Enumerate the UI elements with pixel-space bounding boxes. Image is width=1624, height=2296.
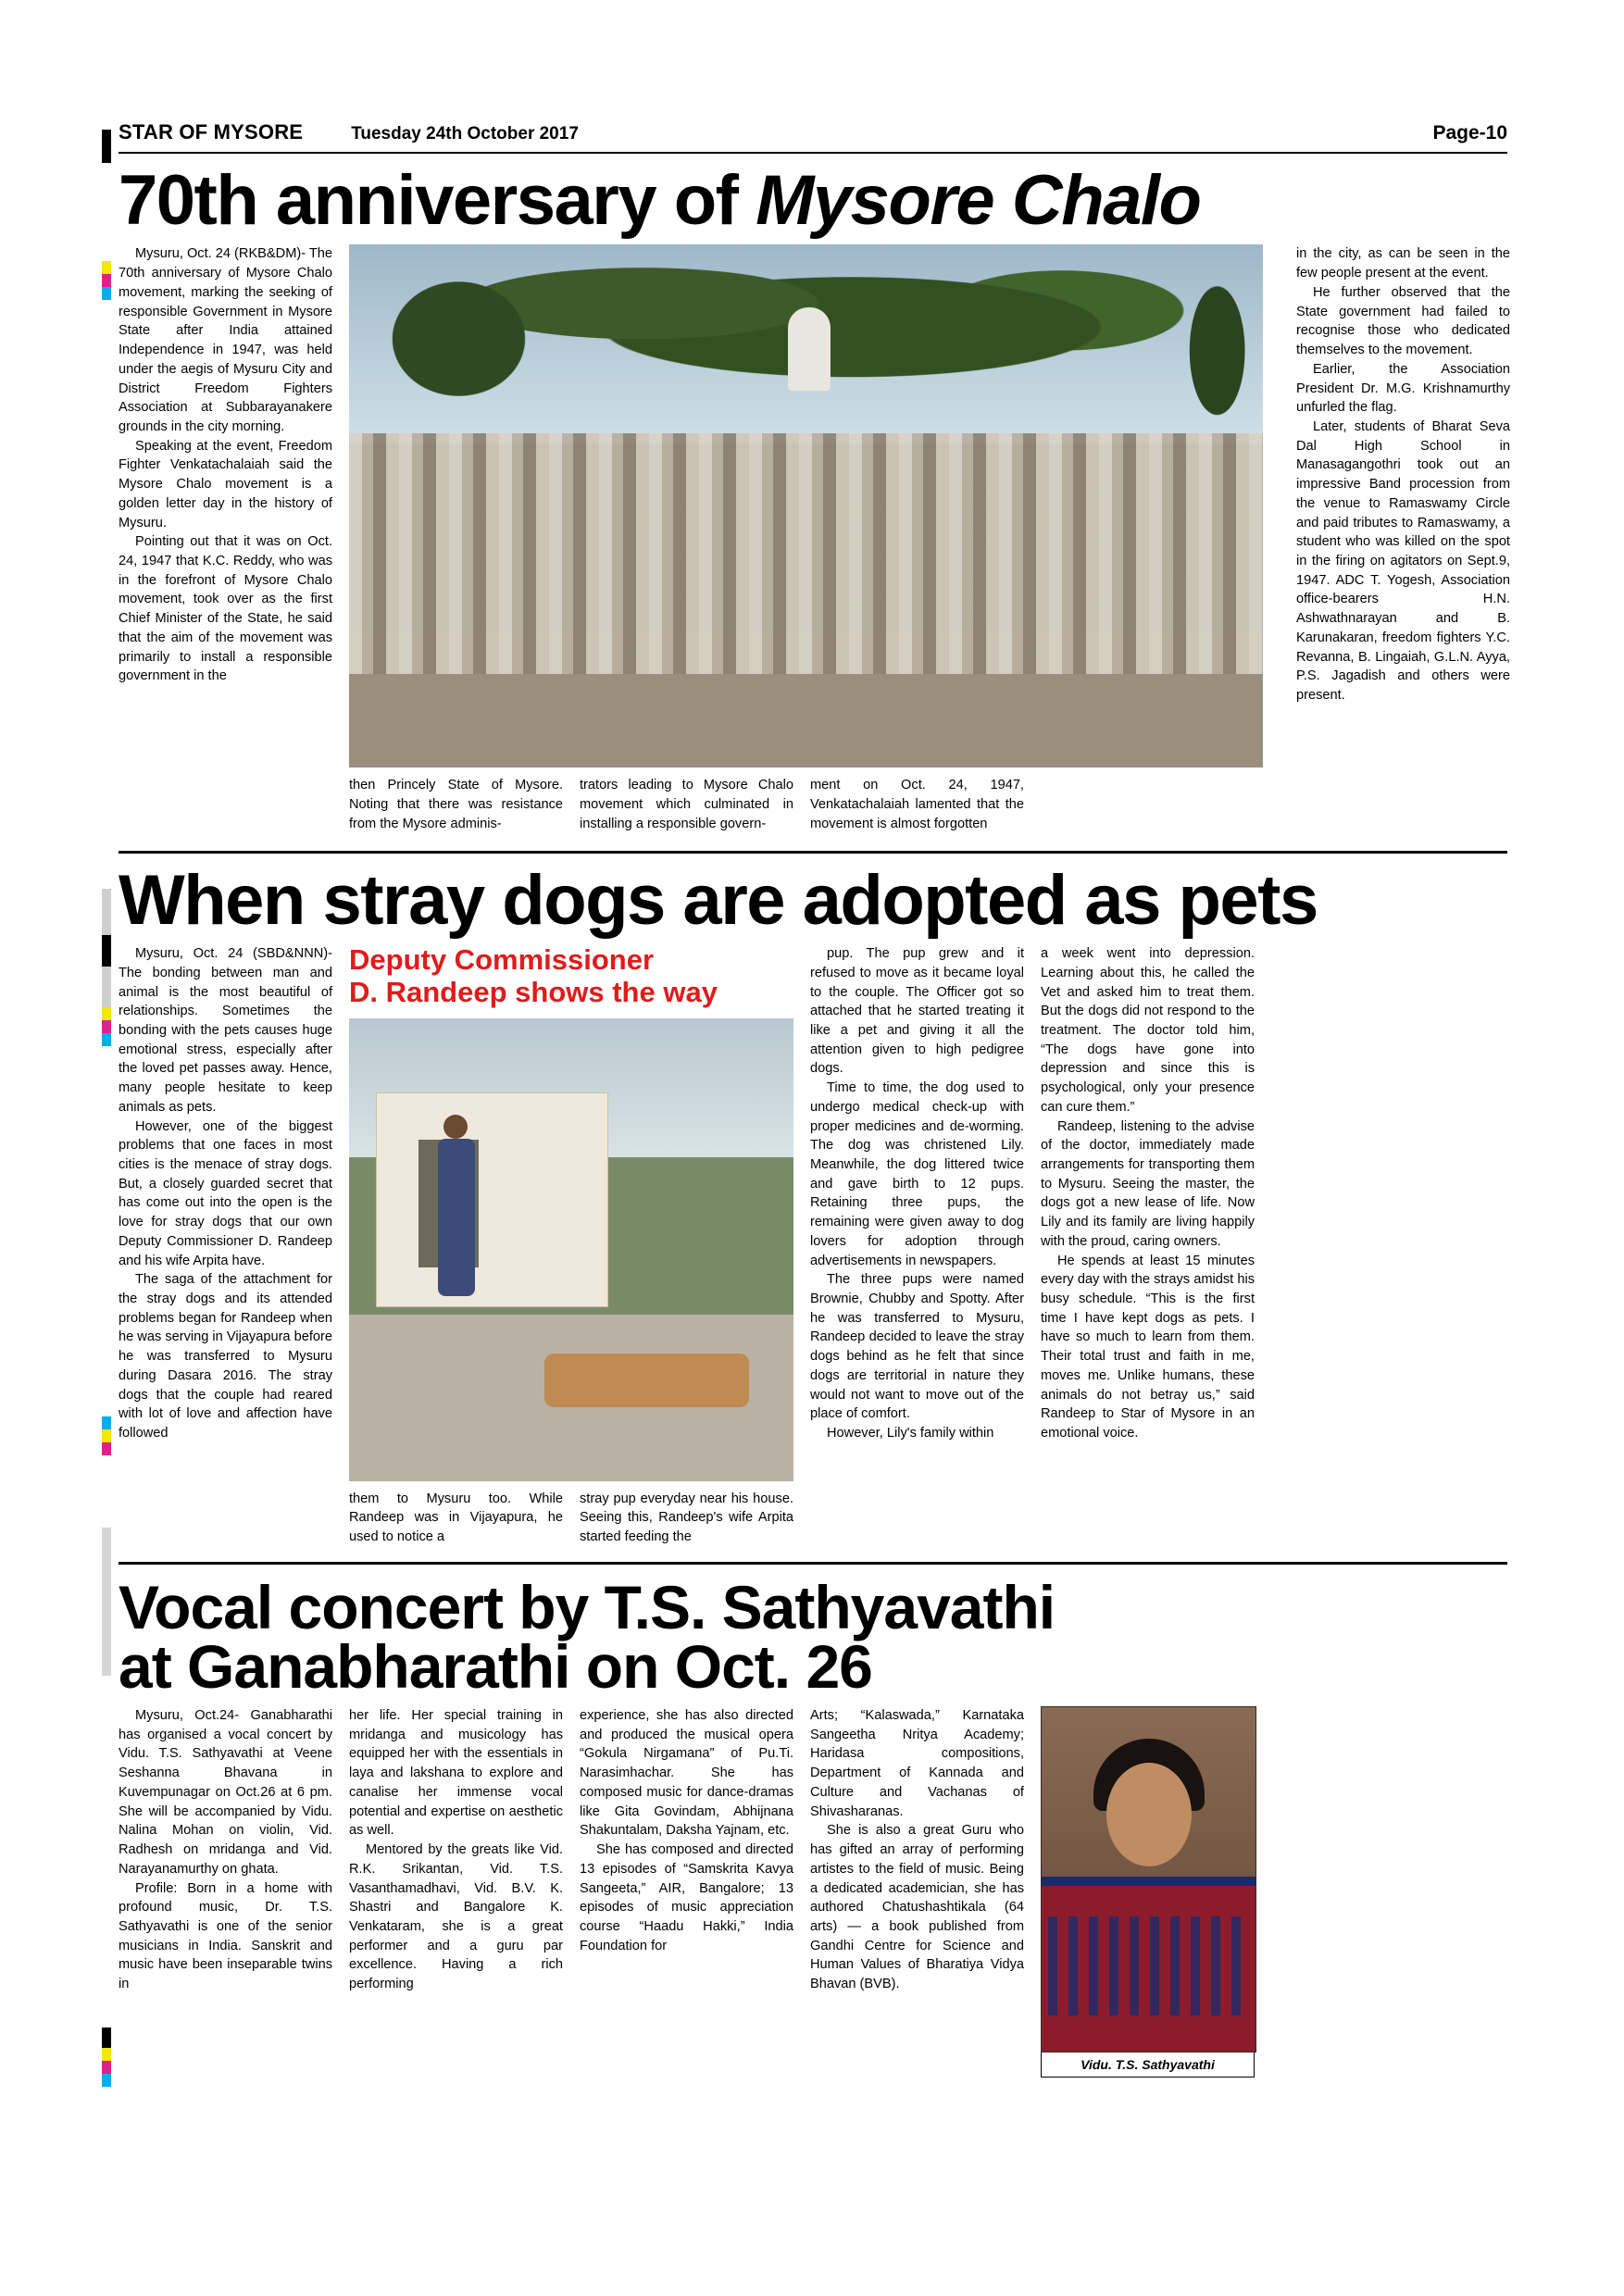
article1-caption-col-3: ment on Oct. 24, 1947, Venkatachalaiah lamented that the movement is almost forgotten <box>810 778 1024 831</box>
registration-bar-grey-2 <box>102 1528 111 1676</box>
registration-marks-top <box>102 130 111 163</box>
article3-body <box>119 1706 1507 2078</box>
article2-body <box>119 944 1507 1547</box>
article1-headline-plain: 70th anniversary of <box>119 161 756 240</box>
article2-photo-block <box>349 944 793 1547</box>
article2-column-1: Mysuru, Oct. 24 (SBD&NNN)- The bonding between man and animal is the most beautiful of relationships. Sometimes the bonding with the pets causes huge emotional stress, especially after the loved pet passes away. Hence, many people hesitate to keep animals as pets. However, one of the biggest problems that one faces in most cities is the menace of stray dogs. But, a closely guarded secret that has come out into the open is the love for stray dogs that our own Deputy Commissioner D. Randeep and his wife Arpita have. The saga of the attachment for the stray dogs and its attended problems began for Randeep when he was serving in Vijayapura before he was transferred to Mysuru during Dasara 2016. The stray dogs that the couple had reared with lot of love and affection have followed <box>119 946 332 1441</box>
article1-caption-col-1: then Princely State of Mysore. Noting that there was resistance from the Mysore adminis- <box>349 778 563 831</box>
article3-column-3: experience, she has also directed and produced the musical opera “Gokula Nirgamana” of Pu.Ti. Narasimhachar. She has composed music for dance-dramas like Gita Govindam, Abhijnana Shakuntalam, Daksha Yajnam, etc. She has composed and directed 13 episodes of “Samskrita Kavya Sangeeta,” AIR, Bangalore; 13 episodes of music appreciation course “Haadu Hakki,” India Foundation for <box>580 1708 793 1953</box>
registration-marks-black-2 <box>102 935 111 967</box>
registration-marks-cmyk-4 <box>102 2028 111 2087</box>
page-number: Page-10 <box>1432 122 1507 144</box>
article2-photo <box>349 1018 793 1481</box>
registration-marks-cmyk-1 <box>102 261 111 300</box>
article2-subhead: Deputy Commissioner D. Randeep shows the way <box>349 943 718 1008</box>
article1-headline <box>119 161 1507 240</box>
registration-marks-cmyk-3 <box>102 1416 111 1455</box>
article2-column-3: pup. The pup grew and it refused to move as it became loyal to the couple. The Officer got so attached that he started treating it like a pet and giving it all the attention given to high pedigree dogs. Time to time, the dog used to undergo medical check-up with proper medicines and de-worming. The dog was christened Lily. Meanwhile, the dog littered twice and gave birth to 12 pups. Retaining three pups, the remaining were given away to dog lovers for adoption through advertisements in newspapers. The three pups were named Brownie, Chubby and Spotty. After he was transferred to Mysuru, Randeep decided to leave the stray dogs behind as he felt that since dogs are territorial in nature they would not want to move out of the place of comfort. However, Lily's family within <box>810 946 1024 1441</box>
article1-caption-col-2: trators leading to Mysore Chalo movement which culminated in installing a responsible govern- <box>580 778 793 831</box>
article2-caption-col-1: them to Mysuru too. While Randeep was in Vijayapura, he used to notice a <box>349 1491 563 1544</box>
article1-column-1 <box>119 244 332 833</box>
article1-column-right: in the city, as can be seen in the few people present at the event. He further observed that the State government had failed to recognise those who dedicated themselves to the movement. Earlier, the Association President Dr. M.G. Krishnamurthy unfurled the flag. Later, students of Bharat Seva Dal High School in Manasagangothri took out an impressive Band procession from the venue to Ramaswamy Circle and paid tributes to Ramaswamy, a student who was killed on the spot in the firing on agitators on Sept.9, 1947. ADC T. Yogesh, Association office-bearers H.N. Ashwathnarayan and B. Karunakaran, freedom fighters Y.C. Revanna, B. Lingaiah, G.L.N. Ayya, P.S. Jagadish and others were present. <box>1296 246 1510 703</box>
article1-photo-block <box>349 244 1263 833</box>
article3-portrait <box>1041 1706 1256 2053</box>
article3-column-2: her life. Her special training in mridanga and musicology has equipped her with the essentials in laya and lakshana to explore and canalise her immense vocal potential and expertise on aesthetic as well. Mentored by the greats like Vid. R.K. Srikantan, Vid. T.S. Vasanthamadhavi, Vid. B.V. K. Shastri and Bangalore K. Venkataram, she is a great performer and a guru par excellence. Having a rich performing <box>349 1708 563 1992</box>
article2-caption-col-2: stray pup everyday near his house. Seeing this, Randeep's wife Arpita started feeding the <box>580 1491 793 1544</box>
section-divider-2 <box>119 1562 1507 1565</box>
publication-date: Tuesday 24th October 2017 <box>351 124 579 144</box>
masthead <box>119 120 1507 154</box>
article1-para-2: Speaking at the event, Freedom Fighter Venkatachalaiah said the Mysore Chalo movement is a golden letter day in the history of Mysuru. <box>119 438 332 530</box>
article1-photo <box>349 244 1263 767</box>
article3-column-1: Mysuru, Oct.24- Ganabharathi has organised a vocal concert by Vidu. T.S. Sathyavathi at Veene Seshanna Bhavana in Kuvempunagar on Oct.26 at 6 pm. She will be accompanied by Vidu. Nalina Mohan on violin, Vid. Radhesh on mridanga and Vid. Narayanamurthy on ghata. Profile: Born in a home with profound music, Dr. T.S. Sathyavathi is one of the senior musicians in India. Sanskrit and music have been inseparable twins in <box>119 1708 332 1992</box>
article3-headline: Vocal concert by T.S. Sathyavathi at Ganabharathi on Oct. 26 <box>119 1572 1056 1702</box>
article3-column-4: Arts; “Kalaswada,” Karnataka Sangeetha Nritya Academy; Haridasa compositions, Department of Kannada and Culture and Vachanas of Shivasharanas. She is also a great Guru who has gifted an array of performing artistes to the field of music. Being a dedicated academician, she has authored Chatushashtikala (64 arts) — a book published from Gandhi Centre for Science and Human Values of Bharatiya Vidya Bhavan (BVB). <box>810 1708 1024 1992</box>
article2-column-4: a week went into depression. Learning about this, he called the Vet and asked him to treat them. But the dogs did not respond to the treatment. The doctor told him, “The dogs have gone into depression and since this is psychological, only your presence can cure them.” Randeep, listening to the advise of the doctor, immediately made arrangements for transporting them to Mysuru. Seeing the master, the dogs got a new lease of life. Now Lily and its family are living happily with the proud, caring owners. He spends at least 15 minutes every day with the strays amidst his busy schedule. “This is the first time I have kept dogs as pets. I have so much to learn from them. Their total trust and faith in me, moves me. Unlike humans, these animals do not betray us,” said Randeep to Star of Mysore in an emotional voice. <box>1041 946 1255 1441</box>
article3-portrait-block <box>1041 1706 1256 2078</box>
article1-body <box>119 244 1510 833</box>
article2-headline: When stray dogs are adopted as pets <box>119 860 1318 940</box>
article3-portrait-caption: Vidu. T.S. Sathyavathi <box>1041 2053 1255 2078</box>
registration-marks-cmyk-2 <box>102 1007 111 1046</box>
article1-para-1: Mysuru, Oct. 24 (RKB&DM)- The 70th anniversary of Mysore Chalo movement, marking the seeking of responsible Government in Mysore State after India attained Independence in 1947, was held under the aegis of Mysuru City and District Freedom Fighters Association at Subbarayanakere grounds in the city morning. <box>119 246 333 434</box>
article1-para-3: Pointing out that it was on Oct. 24, 1947 that K.C. Reddy, who was in the forefront of Mysore Chalo movement, took over as the first Chief Minister of the State, he said that the aim of the movement was primarily to install a responsible government in the <box>119 534 332 684</box>
section-divider-1 <box>119 851 1507 854</box>
publication-title: STAR OF MYSORE <box>119 120 304 144</box>
article1-headline-italic: Mysore Chalo <box>756 161 1201 240</box>
